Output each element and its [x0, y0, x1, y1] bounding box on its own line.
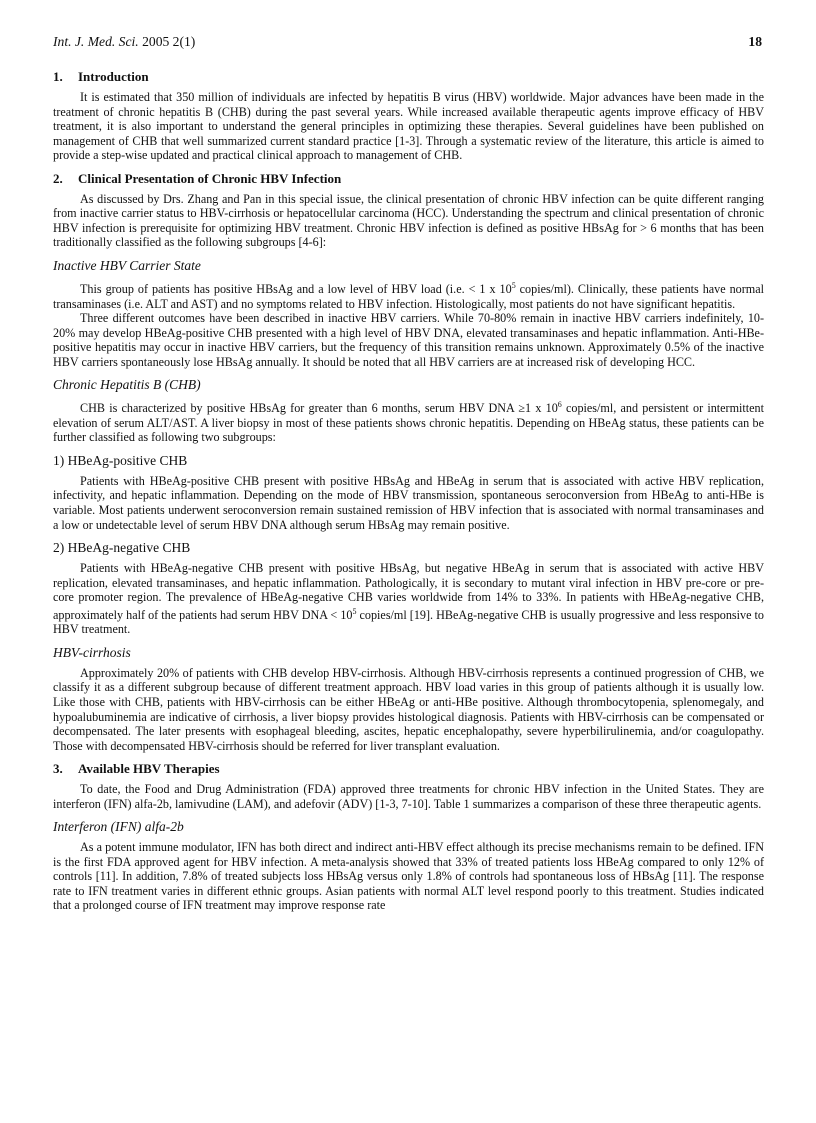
- paragraph: This group of patients has positive HBsAg and a low level of HBV load (i.e. < 1 x $10^5$ copies/ml). Clinically, these patients have normal transaminases (i.e. ALT and AST) and no symptoms related to HBV infection. Histologically, most patients do not have significant hepatitis.: [53, 280, 765, 311]
- journal-name: Int. J. Med. Sci.: [53, 34, 139, 49]
- section-title: Available HBV Therapies: [78, 761, 220, 777]
- paragraph: It is estimated that 350 million of individuals are infected by hepatitis B virus (HBV) worldwide. Major advances have been made in the treatment of chronic hepatitis B (CHB) during the past several years. While increased available therapeutic agents improve efficacy of HBV treatment, it is also important to understand the general principles in optimizing these therapies. Several guidelines have been published on management of CHB that well summarized current standard practice [1-3]. Through a systematic review of the literature, this article is aimed to provide a step-wise updated and practical clinical approach to management of CHB.: [53, 90, 764, 163]
- article-body: [53, 69, 764, 913]
- running-header: [53, 33, 762, 51]
- section-title: Introduction: [78, 69, 149, 84]
- ge-symbol: ≥: [518, 401, 526, 416]
- paragraph: Patients with HBeAg-negative CHB present with positive HBsAg, but negative HBeAg in serum that is associated with active HBV replication, elevated transaminases, and hepatic inflammation. Pathologically, it is secondary to mutant viral infection in HBV pre-core or pre-core promoter region. The prevalence of HBeAg-negative CHB varies worldwide from 14% to 33%. In patients with HBeAg-negative CHB, approximately half of the patients had serum HBV DNA < $10^5$ copies/ml [19]. HBeAg-negative CHB is usually progressive and less responsive to HBV treatment.: [53, 561, 764, 637]
- section-number: 2.: [53, 170, 63, 186]
- page-number: 18: [748, 34, 762, 49]
- paragraph: To date, the Food and Drug Administration (FDA) approved three treatments for chronic HBV infection in the United States. They are interferon (IFN) alfa-2b, lamivudine (LAM), and adefovir (ADV) [1-3, 7-10]. Table 1 summarizes a comparison of these three therapeutic agents.: [53, 782, 764, 811]
- paragraph: Approximately 20% of patients with CHB develop HBV-cirrhosis. Although HBV-cirrhosis represents a continued progression of CHB, we classify it as a different subgroup because of different treatment approach. HBV load varies in this group of patients although it is usually low. Like those with CHB, patients with HBV-cirrhosis can be either HBeAg or anti-HBe positive. Although thrombocytopenia, splenomegaly, and hypoalubuminemia are indicative of cirrhosis, a liver biopsy provides histological diagnosis. Patients with HBV-cirrhosis can be compensated or decompensated. The later presents with esophageal bleeding, ascites, hepatic encephalopathy, severe hyperbilirulinemia, and/or coagulopathy. Those with decompensated HBV-cirrhosis should be referred for liver transplant evaluation.: [53, 665, 764, 753]
- paragraph: CHB is characterized by positive HBsAg for greater than 6 months, serum HBV DNA ≥1 x $10^6$ copies/ml, and persistent or intermittent elevation of serum ALT/AST. A liver biopsy in most of these patients shows chronic hepatitis. Depending on HBeAg status, these patients can be further classified as following two subgroups:: [53, 400, 764, 445]
- section-number: 1.: [53, 69, 63, 84]
- paragraph: As a potent immune modulator, IFN has both direct and indirect anti-HBV effect although its precise mechanisms remain to be defined. IFN is the first FDA approved agent for HBV infection. A meta-analysis showed that 33% of treated patients loss HBeAg compared to only 12% of controls [11]. In addition, 7.8% of treated subjects loss HBsAg versus only 1.8% of controls had spontaneous loss of HBsAg [11]. The response rate to IFN treatment varies in different ethnic groups. Asian patients with normal ALT level respond poorly to this treatment. Studies indicated that a prolonged course of IFN treatment may improve response rate: [53, 840, 764, 913]
- section-title: Clinical Presentation of Chronic HBV Infection: [78, 170, 342, 186]
- subsection-heading-inactive-carrier: Inactive HBV Carrier State: [53, 257, 201, 273]
- journal-citation: [53, 33, 195, 51]
- section-heading-available-therapies: [53, 761, 764, 777]
- paragraph: Patients with HBeAg-positive CHB present with positive HBsAg and HBeAg in serum that is associated with active HBV replication, infectivity, and hepatic inflammation. Depending on the mode of HBV transmission, spontaneous seroconversion from HBeAg to anti-HBe is variable. Most patients underwent seroconversion remain sustained remission of HBV infection that is associated with normal transaminases and a low or undetectable level of serum HBV DNA although serum HBsAg may remain positive.: [53, 473, 764, 532]
- section-heading-introduction: [53, 69, 764, 85]
- paragraph: Three different outcomes have been described in inactive HBV carriers. While 70-80% remain in inactive HBV carriers indefinitely, 10-20% may develop HBeAg-positive CHB presented with a high level of HBV DNA, elevated transaminases and hepatic inflammation. Anti-HBe-positive hepatitis may occur in inactive HBV carriers, but the frequency of this transition remains unknown. Approximately 0.5% of the inactive HBV carriers spontaneously lose HBsAg annually. It should be noted that all HBV carriers are at increased risk of developing HCC.: [53, 311, 764, 369]
- journal-volume: 2005 2(1): [142, 34, 196, 49]
- subsection-heading-hbeag-negative: 2) HBeAg-negative CHB: [53, 540, 191, 556]
- subsection-heading-chb: Chronic Hepatitis B (CHB): [53, 377, 201, 393]
- paragraph: As discussed by Drs. Zhang and Pan in this special issue, the clinical presentation of chronic HBV infection can be quite different ranging from inactive carrier status to HBV-cirrhosis or hepatocellular carcinoma (HCC). Understanding the spectrum and clinical presentation of chronic HBV infection is prerequisite for optimizing HBV treatment. Chronic HBV infection is defined as positive HBsAg for > 6 months that has been traditionally classified as the following subgroups [4-6]:: [53, 191, 764, 250]
- section-heading-clinical-presentation: [53, 171, 764, 187]
- section-number: 3.: [53, 761, 63, 777]
- subsection-heading-hbeag-positive: 1) HBeAg-positive CHB: [53, 452, 188, 468]
- subsection-heading-interferon: Interferon (IFN) alfa-2b: [53, 819, 184, 835]
- subsection-heading-hbv-cirrhosis: HBV-cirrhosis: [53, 644, 131, 660]
